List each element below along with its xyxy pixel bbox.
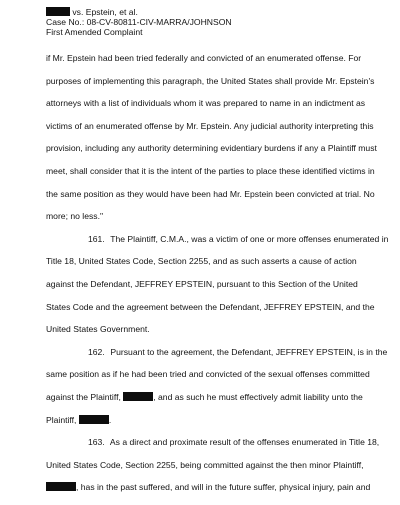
paragraph-163-start: 163. As a direct and proximate result of the offenses enumerated in Title 18, <box>88 437 380 448</box>
body-line: States Code and the agreement between the Defendant, JEFFREY EPSTEIN, and the <box>46 301 375 312</box>
redaction-bar <box>46 482 76 491</box>
body-line: against the Plaintiff, , and as such he must effectively admit liability unto the <box>46 391 363 402</box>
caption-parties: vs. Epstein, et al. <box>46 7 232 17</box>
document-body <box>46 53 389 505</box>
case-number: Case No.: 08-CV-80811-CIV-MARRA/JOHNSON <box>46 17 232 27</box>
body-line: Title 18, United States Code, Section 2255, and as such asserts a cause of action <box>46 256 357 267</box>
redaction-bar <box>46 7 70 16</box>
body-line: victims of an enumerated offense by Mr. Epstein. Any judicial authority interpreting this <box>46 120 374 131</box>
paragraph-162-start: 162. Pursuant to the agreement, the Defendant, JEFFREY EPSTEIN, is in the <box>88 346 388 357</box>
paragraph-number: 162. <box>88 346 105 357</box>
body-line: more; no less." <box>46 211 104 222</box>
paragraph-number: 163. <box>88 437 105 448</box>
paragraph-161-start: 161. The Plaintiff, C.M.A., was a victim of one or more offenses enumerated in <box>88 233 389 244</box>
body-line: purposes of implementing this paragraph, the United States shall provide Mr. Epstein's <box>46 75 375 86</box>
redaction-bar <box>79 415 109 424</box>
body-line: attorneys with a list of individuals whom it was prepared to name in an indictment as <box>46 98 366 109</box>
body-line: provision, including any authority determining evidentiary burdens if any a Plaintiff must <box>46 143 377 154</box>
body-line: , has in the past suffered, and will in the future suffer, physical injury, pain and <box>46 482 358 505</box>
body-line: United States Code, Section 2255, being committed against the then minor Plaintiff, <box>46 459 364 470</box>
body-line: if Mr. Epstein had been tried federally and convicted of an enumerated offense. For <box>46 53 362 63</box>
body-line: against the Defendant, JEFFREY EPSTEIN, pursuant to this Section of the United <box>46 278 358 289</box>
body-line: United States Government. <box>46 324 150 335</box>
body-line: meet, shall consider that it is the intent of the parties to place these identified victims in <box>46 165 375 176</box>
case-caption <box>46 7 232 37</box>
body-line: the same position as they would have been had Mr. Epstein been convicted at trial. No <box>46 188 375 199</box>
body-line: Plaintiff, . <box>46 414 112 425</box>
body-line: same position as if he had been tried and convicted of the sexual offenses committed <box>46 369 370 380</box>
paragraph-number: 161. <box>88 233 105 244</box>
document-title: First Amended Complaint <box>46 27 143 37</box>
